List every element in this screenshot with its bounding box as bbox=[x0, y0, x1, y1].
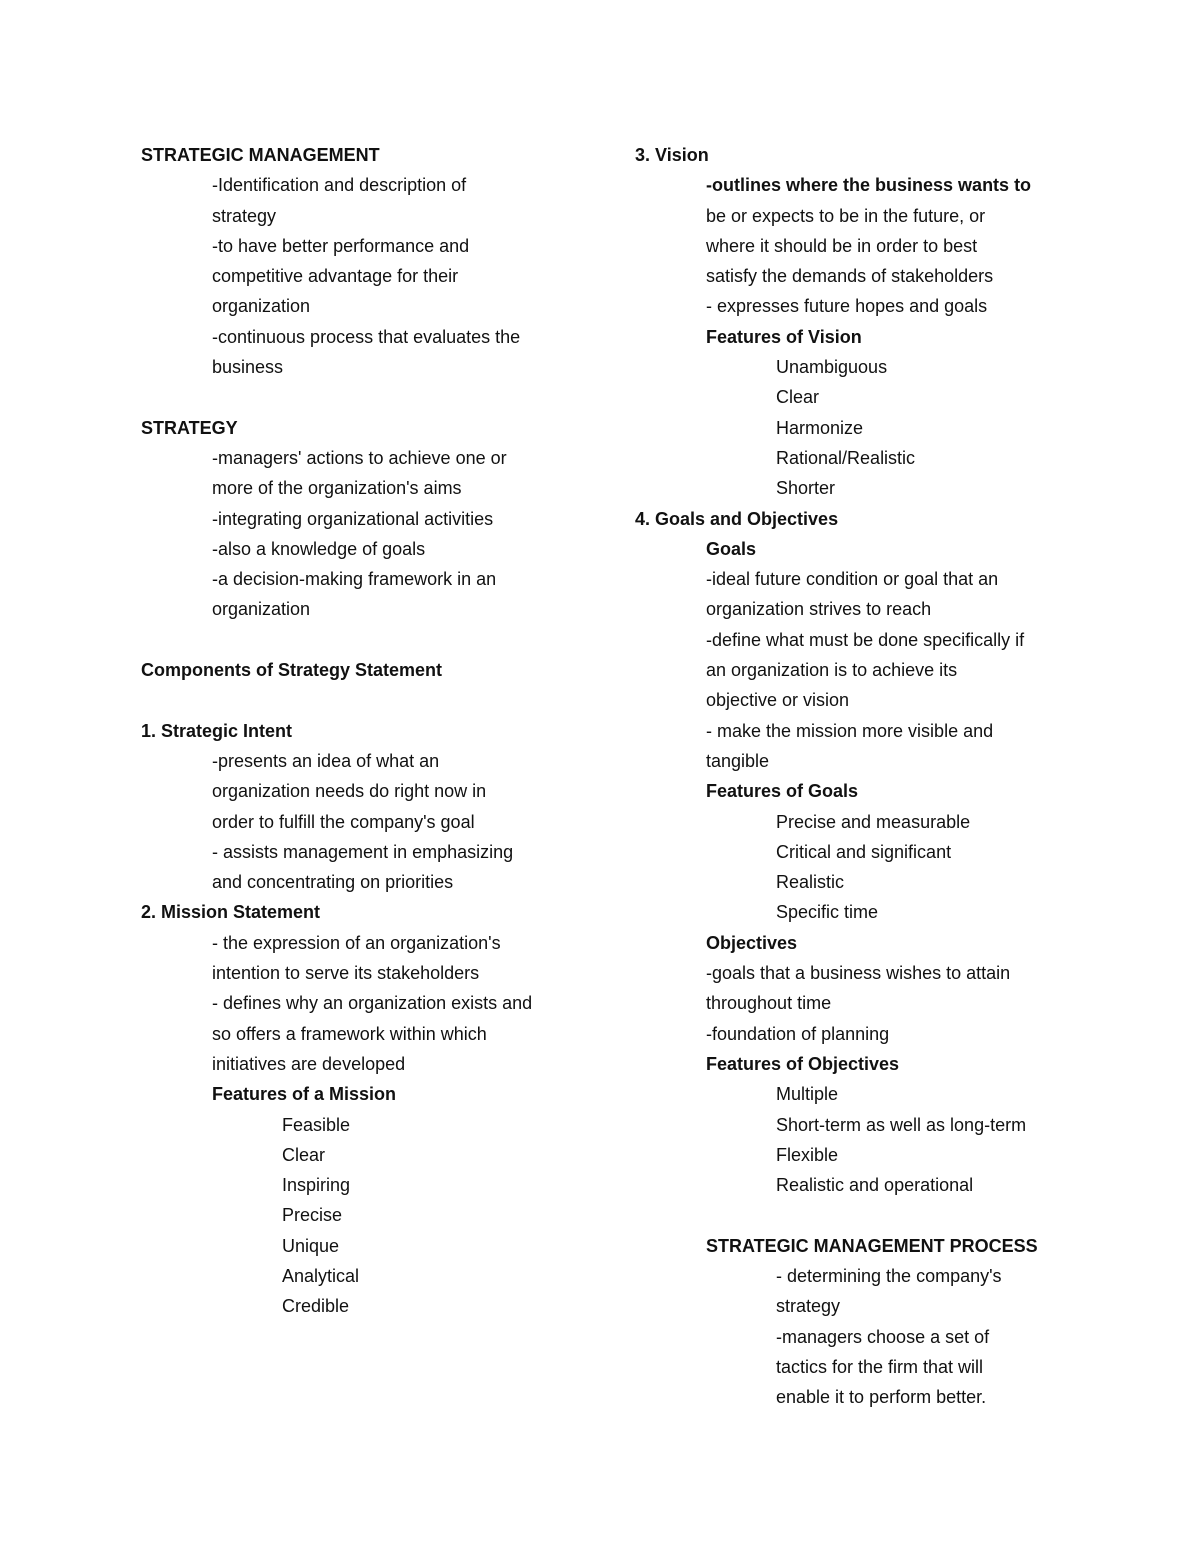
text-line: Precise and measurable bbox=[776, 811, 971, 832]
text-line: Multiple bbox=[776, 1084, 839, 1105]
text-line: Rational/Realistic bbox=[776, 447, 916, 468]
heading-line: 3. Vision bbox=[635, 145, 709, 165]
right-column bbox=[635, 140, 1085, 1412]
heading-line: Features of Goals bbox=[706, 781, 859, 802]
heading-line: Components of Strategy Statement bbox=[141, 660, 443, 681]
text-line: Credible bbox=[282, 1296, 350, 1317]
heading-line: 4. Goals and Objectives bbox=[635, 508, 839, 529]
text-line: Realistic bbox=[776, 872, 845, 893]
text-line: - expresses future hopes and goals bbox=[706, 296, 988, 317]
text-line: -presents an idea of what an bbox=[212, 750, 440, 771]
text-line: intention to serve its stakeholders bbox=[212, 963, 480, 984]
text-line: Short-term as well as long-term bbox=[776, 1114, 1027, 1135]
text-line: throughout time bbox=[706, 993, 832, 1014]
text-line: organization bbox=[212, 599, 311, 620]
text-line: organization needs do right now in bbox=[212, 781, 487, 802]
blank-line bbox=[635, 1200, 1085, 1230]
text-line: -integrating organizational activities bbox=[212, 508, 494, 529]
text-line: an organization is to achieve its bbox=[706, 660, 958, 681]
text-line: Feasible bbox=[282, 1114, 351, 1135]
text-line: satisfy the demands of stakeholders bbox=[706, 266, 994, 287]
text-line: Unique bbox=[282, 1235, 340, 1256]
text-line: Harmonize bbox=[776, 417, 864, 438]
text-line: tactics for the firm that will bbox=[776, 1356, 984, 1377]
text-line: objective or vision bbox=[706, 690, 850, 711]
text-line: Analytical bbox=[282, 1265, 360, 1286]
heading-line: Features of Vision bbox=[706, 326, 862, 347]
text-line: -a decision-making framework in an bbox=[212, 569, 497, 590]
text-line: organization strives to reach bbox=[706, 599, 932, 620]
heading-line: Goals bbox=[706, 538, 757, 559]
heading-line: Features of Objectives bbox=[706, 1053, 900, 1074]
text-line: Unambiguous bbox=[776, 357, 888, 378]
text-line: be or expects to be in the future, or bbox=[706, 205, 986, 226]
blank-line bbox=[141, 382, 581, 412]
heading-line: -outlines where the business wants to bbox=[706, 175, 1032, 196]
heading-line: Features of a Mission bbox=[212, 1084, 397, 1105]
text-line: -to have better performance and bbox=[212, 235, 470, 256]
text-line: -managers' actions to achieve one or bbox=[212, 447, 507, 468]
text-line: Specific time bbox=[776, 902, 879, 923]
text-line: -managers choose a set of bbox=[776, 1326, 990, 1347]
text-line: strategy bbox=[776, 1296, 841, 1317]
text-line: more of the organization's aims bbox=[212, 478, 462, 499]
text-line: Clear bbox=[282, 1144, 326, 1165]
text-line: Critical and significant bbox=[776, 841, 952, 862]
left-column bbox=[141, 140, 581, 1322]
text-line: enable it to perform better. bbox=[776, 1387, 987, 1408]
text-line: competitive advantage for their bbox=[212, 266, 459, 287]
text-line: initiatives are developed bbox=[212, 1053, 406, 1074]
text-line: business bbox=[212, 357, 284, 378]
text-line: order to fulfill the company's goal bbox=[212, 811, 475, 832]
heading-line: 2. Mission Statement bbox=[141, 902, 321, 923]
text-line: Precise bbox=[282, 1205, 343, 1226]
text-line: - the expression of an organization's bbox=[212, 932, 501, 953]
text-line: and concentrating on priorities bbox=[212, 872, 454, 893]
heading-line: Objectives bbox=[706, 932, 798, 953]
text-line: Shorter bbox=[776, 478, 836, 499]
text-line: Clear bbox=[776, 387, 820, 408]
text-line: tangible bbox=[706, 750, 770, 771]
text-line: -define what must be done specifically if bbox=[706, 629, 1025, 650]
heading-line: STRATEGY bbox=[141, 417, 238, 438]
text-line: -also a knowledge of goals bbox=[212, 538, 426, 559]
blank-line bbox=[141, 685, 581, 715]
blank-line bbox=[141, 625, 581, 655]
text-line: so offers a framework within which bbox=[212, 1023, 487, 1044]
text-line: Realistic and operational bbox=[776, 1175, 974, 1196]
text-line: Flexible bbox=[776, 1144, 839, 1165]
text-line: -foundation of planning bbox=[706, 1023, 890, 1044]
heading-line: STRATEGIC MANAGEMENT PROCESS bbox=[706, 1235, 1038, 1256]
text-line: - assists management in emphasizing bbox=[212, 841, 514, 862]
text-line: -continuous process that evaluates the bbox=[212, 326, 521, 347]
text-line: - defines why an organization exists and bbox=[212, 993, 533, 1014]
text-line: -goals that a business wishes to attain bbox=[706, 963, 1011, 984]
text-line: strategy bbox=[212, 205, 277, 226]
heading-line: 1. Strategic Intent bbox=[141, 720, 293, 741]
heading-line: STRATEGIC MANAGEMENT bbox=[141, 145, 380, 165]
text-line: organization bbox=[212, 296, 311, 317]
text-line: Inspiring bbox=[282, 1175, 351, 1196]
text-line: -Identification and description of bbox=[212, 175, 467, 196]
text-line: - make the mission more visible and bbox=[706, 720, 994, 741]
text-line: where it should be in order to best bbox=[706, 235, 978, 256]
text-line: -ideal future condition or goal that an bbox=[706, 569, 999, 590]
text-line: - determining the company's bbox=[776, 1265, 1002, 1286]
